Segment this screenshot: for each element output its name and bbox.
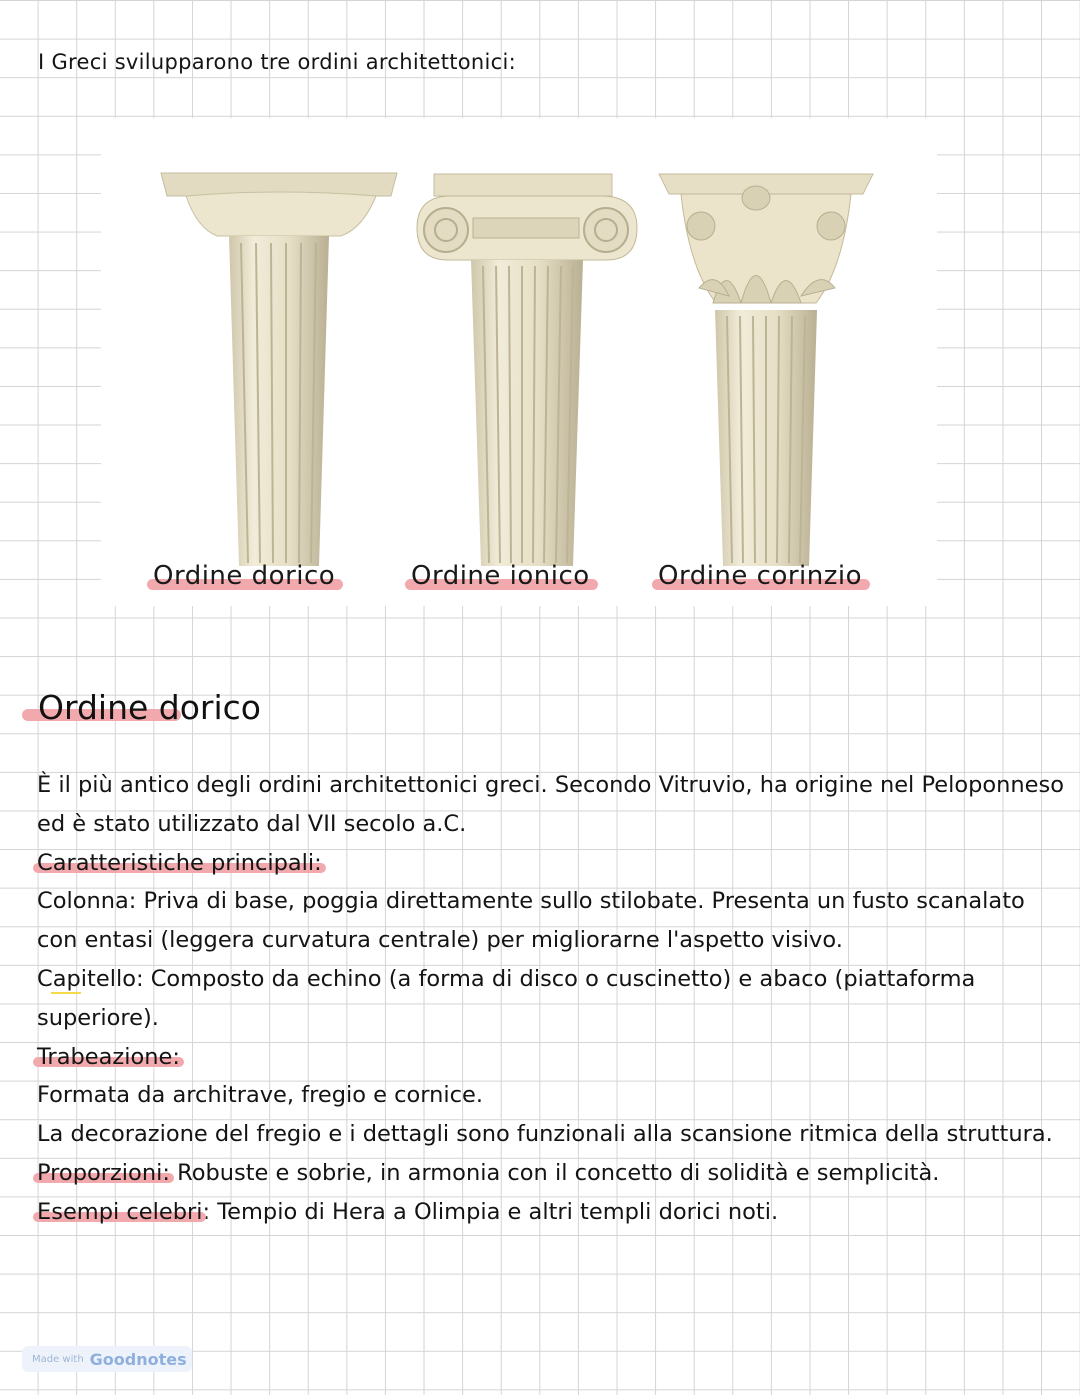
corinthian-column-image xyxy=(659,174,873,566)
label-ordine-corinzio: Ordine corinzio xyxy=(658,561,863,591)
intro-text: I Greci svilupparono tre ordini architettonici: xyxy=(38,50,517,74)
section-body xyxy=(37,766,1067,1232)
capitello-text: Composto da echino (a forma di disco o cuscinetto) e abaco (piattaforma superiore). xyxy=(37,965,976,1031)
proporzioni-label: Proporzioni: xyxy=(37,1159,170,1186)
goodnotes-logo: Goodnotes xyxy=(89,1349,187,1369)
goodnotes-badge xyxy=(22,1346,192,1372)
section-heading: Ordine dorico xyxy=(38,688,261,727)
colonna-text: Priva di base, poggia direttamente sullo stilobate. Presenta un fusto scanalato con entasi (leggera curvatura centrale) per migliorarne l'aspetto visivo. xyxy=(37,888,1025,954)
made-with-text: Made with xyxy=(32,1353,84,1365)
columns-figure xyxy=(101,118,937,606)
esempi-text: Tempio di Hera a Olimpia e altri templi dorici noti. xyxy=(210,1198,779,1225)
capitello-paragraph xyxy=(37,960,1067,1038)
esempi-paragraph xyxy=(37,1193,1067,1232)
proporzioni-text: Robuste e sobrie, in armonia con il concetto di solidità e semplicità. xyxy=(169,1159,940,1186)
columns-illustration xyxy=(101,118,937,606)
doric-column-image xyxy=(161,173,397,566)
esempi-label: Esempi celebri xyxy=(37,1198,203,1225)
capitello-label: Capitello: xyxy=(37,965,144,992)
label-ordine-dorico: Ordine dorico xyxy=(153,561,336,591)
characteristics-heading: Caratteristiche principali: xyxy=(37,849,322,876)
trabeazione-line-2: La decorazione del fregio e i dettagli sono funzionali alla scansione ritmica della struttura. xyxy=(37,1121,1053,1148)
label-ordine-ionico: Ordine ionico xyxy=(411,561,590,591)
trabeazione-heading: Trabeazione: xyxy=(37,1043,180,1070)
colonna-label: Colonna: xyxy=(37,888,137,915)
ionic-column-image xyxy=(417,174,637,566)
proporzioni-paragraph xyxy=(37,1154,1067,1193)
esempi-colon: : xyxy=(202,1198,211,1225)
intro-paragraph: È il più antico degli ordini architettonici greci. Secondo Vitruvio, ha origine nel Peloponneso ed è stato utilizzato dal VII secolo a.C. xyxy=(37,772,1064,837)
trabeazione-line-1: Formata da architrave, fregio e cornice. xyxy=(37,1082,484,1109)
colonna-paragraph xyxy=(37,882,1067,960)
